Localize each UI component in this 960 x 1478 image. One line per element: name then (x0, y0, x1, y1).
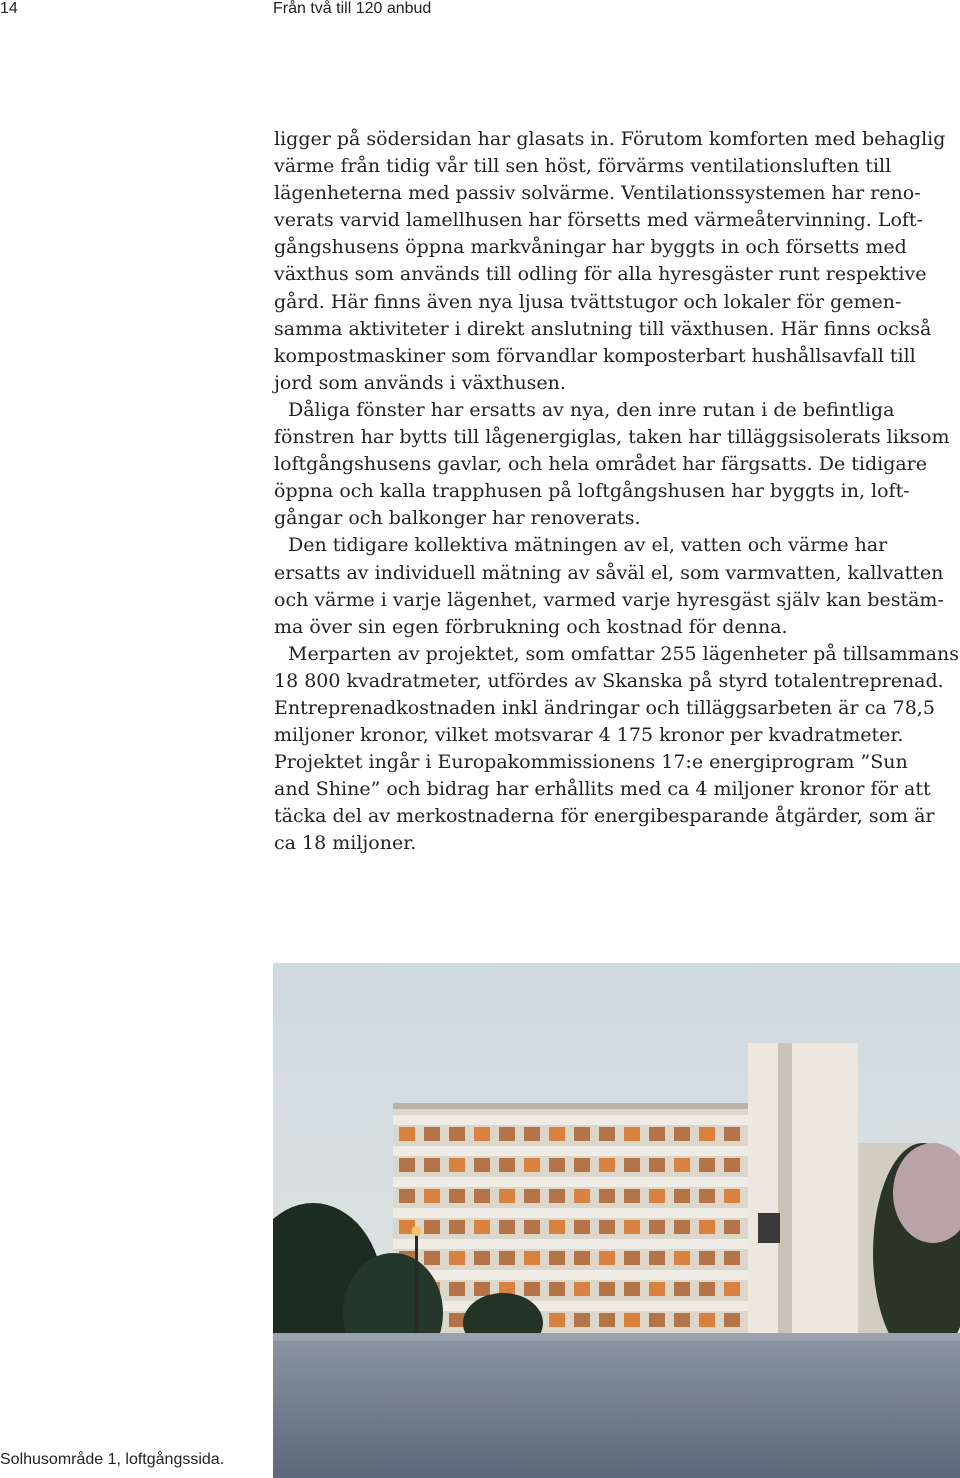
body-text (274, 126, 960, 858)
paragraph-4: Merparten av projektet, som omfattar 255 lägenheter på tillsammans 18 800 kvadratmeter, utfördes av Skanska på styrd totalentreprenad. Entreprenadkostnaden inkl ändringar och tilläggsarbeten är ca 78,5 miljoner kronor, vilket motsvarar 4 175 kronor per kvadratmeter. Projektet ingår i Europakommissionens 17:e energiprogram ”Sun and Shine” och bidrag har erhållits med ca 4 miljoner kronor för att täcka del av merkostnaderna för energibesparande åtgärder, som är ca 18 miljoner. (274, 642, 959, 855)
figure-caption: Solhusområde 1, loftgångssida. (0, 1451, 225, 1468)
paragraph-2: Dåliga fönster har ersatts av nya, den inre rutan i de befintliga fönstren har bytts till lågenergiglas, taken har tilläggsisolerats liksom loftgångshusens gavlar, och hela området har färgsatts. De tidigare öppna och kalla trapphusen på loftgångshusen har byggts in, loft- gångar och balkonger har renoverats. (274, 398, 950, 530)
running-title: Från två till 120 anbud (273, 0, 432, 17)
paragraph-3: Den tidigare kollektiva mätningen av el, vatten och värme har ersatts av individuell mätning av såväl el, som varmvatten, kallvatten och värme i varje lägenhet, varmed varje hyresgäst själv kan bestäm- ma över sin egen förbrukning och kostnad för denna. (274, 534, 944, 638)
page-number: 14 (0, 0, 18, 17)
paragraph-1: ligger på södersidan har glasats in. Förutom komforten med behaglig värme från tidig vår till sen höst, förvärms ventilationsluften till lägenheterna med passiv solvärme. Ventilationssystemen har reno- verats varvid lamellhusen har försetts med värmeåtervinning. Loft- gångshusens öppna markvåningar har byggts in och försetts med växthus som används till odling för alla hyresgäster runt respektive gård. Här finns även nya ljusa tvättstugor och lokaler för gemen- samma aktiviteter i direkt anslutning till växthusen. Här finns också kompostmaskiner som förvandlar komposterbart hushållsavfall till jord som används i växthusen. (274, 128, 946, 394)
building-photo (273, 963, 960, 1478)
